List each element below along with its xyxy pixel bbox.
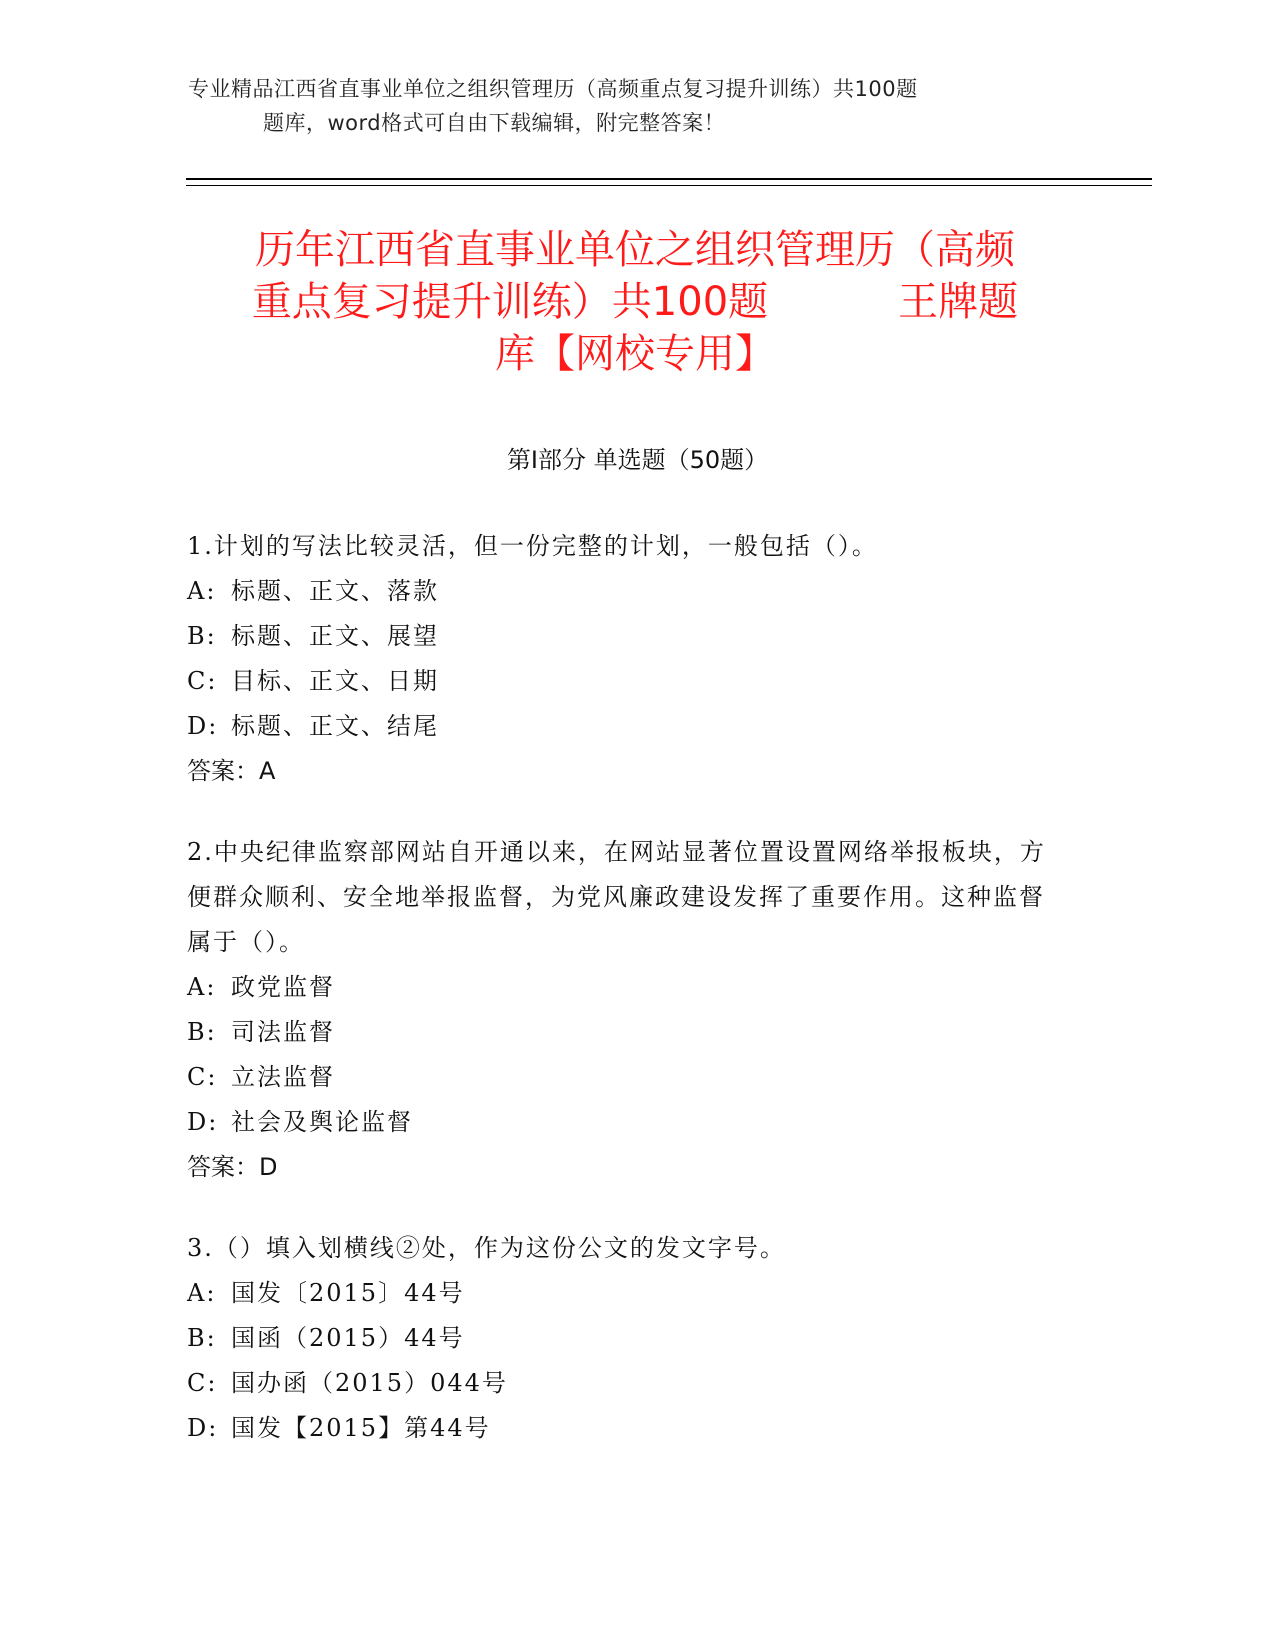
option-text: 国办函（2015）044号 — [231, 1369, 508, 1397]
title-line-2a: 重点复习提升训练）共100题 — [251, 279, 769, 325]
option-c — [187, 1361, 1067, 1406]
question-2 — [187, 830, 1067, 1190]
title-line-3: 库【网校专用】 — [495, 331, 775, 377]
option-letter: A: — [187, 1279, 217, 1307]
section-title: 第Ⅰ部分 单选题（50题） — [506, 446, 769, 474]
option-text: 司法监督 — [231, 1018, 335, 1046]
document-title — [195, 224, 1075, 380]
option-d — [187, 1406, 1067, 1451]
option-letter: D: — [187, 712, 219, 740]
option-text: 社会及舆论监督 — [231, 1108, 413, 1136]
option-letter: C: — [187, 1369, 218, 1397]
header-note-line2: 题库，word格式可自由下载编辑，附完整答案！ — [263, 111, 726, 135]
option-text: 国发〔2015〕44号 — [231, 1279, 465, 1307]
option-d — [187, 1100, 1067, 1145]
option-d — [187, 704, 1067, 749]
option-a — [187, 1271, 1067, 1316]
option-letter: B: — [187, 1018, 217, 1046]
header-rule-thick — [186, 178, 1152, 180]
option-c — [187, 1055, 1067, 1100]
option-text: 国函（2015）44号 — [231, 1324, 465, 1352]
option-b — [187, 1316, 1067, 1361]
header-note-line1: 专业精品江西省直事业单位之组织管理历（高频重点复习提升训练）共100题 — [188, 77, 918, 101]
option-b — [187, 1010, 1067, 1055]
option-letter: B: — [187, 1324, 217, 1352]
option-letter: C: — [187, 1063, 218, 1091]
option-letter: D: — [187, 1108, 219, 1136]
option-letter: D: — [187, 1414, 219, 1442]
option-b — [187, 614, 1067, 659]
option-a — [187, 569, 1067, 614]
question-stem: 1.计划的写法比较灵活，但一份完整的计划，一般包括（）。 — [187, 532, 878, 560]
title-line-2b: 王牌题 — [898, 279, 1019, 325]
question-list — [187, 524, 1067, 1487]
answer: 答案：D — [187, 1153, 278, 1181]
header-note — [188, 72, 1048, 140]
option-c — [187, 659, 1067, 704]
option-text: 标题、正文、展望 — [231, 622, 439, 650]
option-letter: C: — [187, 667, 218, 695]
option-text: 标题、正文、落款 — [231, 577, 439, 605]
title-line-2 — [195, 276, 1075, 328]
question-stem: 2.中央纪律监察部网站自开通以来，在网站显著位置设置网络举报板块，方便群众顺利、安全地举报监督，为党风廉政建设发挥了重要作用。这种监督属于（）。 — [187, 838, 1046, 956]
title-line-1: 历年江西省直事业单位之组织管理历（高频 — [255, 227, 1015, 273]
option-a — [187, 965, 1067, 1010]
option-text: 立法监督 — [231, 1063, 335, 1091]
option-text: 政党监督 — [231, 973, 335, 1001]
question-stem: 3.（）填入划横线②处，作为这份公文的发文字号。 — [187, 1234, 786, 1262]
question-1 — [187, 524, 1067, 794]
option-letter: A: — [187, 973, 217, 1001]
option-letter: A: — [187, 577, 217, 605]
option-text: 标题、正文、结尾 — [231, 712, 439, 740]
option-text: 国发【2015】第44号 — [231, 1414, 491, 1442]
option-text: 目标、正文、日期 — [231, 667, 439, 695]
header-rule-thin — [186, 185, 1152, 186]
question-3 — [187, 1226, 1067, 1451]
option-letter: B: — [187, 622, 217, 650]
answer: 答案：A — [187, 757, 276, 785]
